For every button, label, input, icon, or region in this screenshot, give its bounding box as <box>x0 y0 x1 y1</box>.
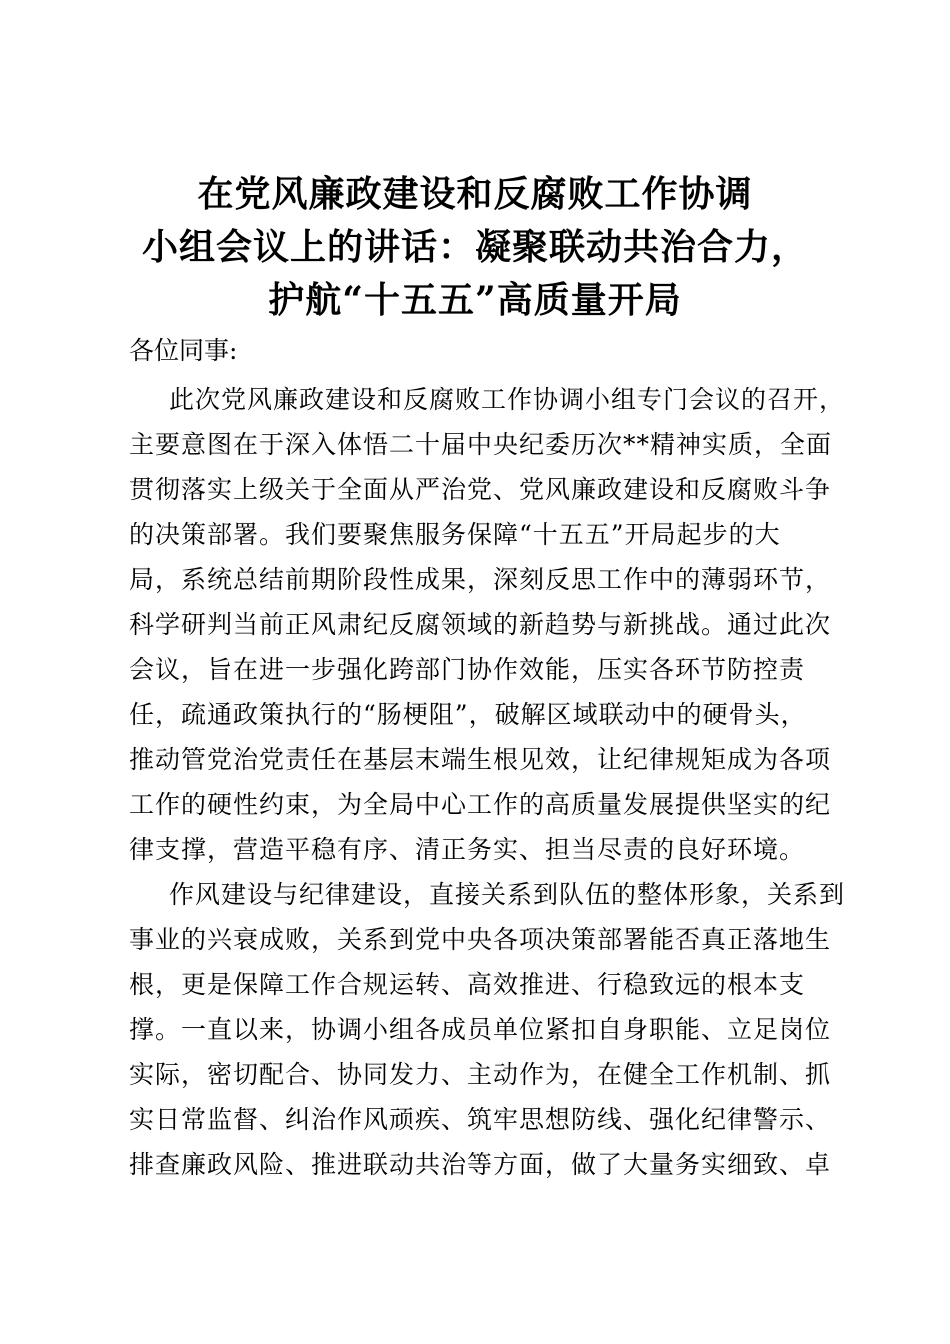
paragraph-line: 科学研判当前正风肃纪反腐领域的新趋势与新挑战。通过此次 <box>129 610 832 639</box>
paragraph-line: 实际，密切配合、协同发力、主动作为，在健全工作机制、抓 <box>129 1060 832 1089</box>
paragraph-line: 律支撑，营造平稳有序、清正务实、担当尽责的良好环境。 <box>129 835 806 864</box>
paragraph-line: 会议，旨在进一步强化跨部门协作效能，压实各环节防控责 <box>129 655 806 684</box>
document-title <box>0 168 950 327</box>
title-line: 小组会议上的讲话：凝聚联动共治合力， <box>141 226 808 268</box>
paragraph-line: 贯彻落实上级关于全面从严治党、党风廉政建设和反腐败斗争 <box>129 475 832 504</box>
paragraph-line: 此次党风廉政建设和反腐败工作协调小组专门会议的召开， <box>169 385 846 414</box>
paragraph-line: 撑。一直以来，协调小组各成员单位紧扣自身职能、立足岗位 <box>129 1015 832 1044</box>
document-body <box>129 335 846 1187</box>
paragraph-line: 任，疏通政策执行的“肠梗阻”，破解区域联动中的硬骨头， <box>129 700 807 729</box>
paragraph-line: 工作的硬性约束，为全局中心工作的高质量发展提供坚实的纪 <box>129 790 832 819</box>
paragraph-line: 根，更是保障工作合规运转、高效推进、行稳致远的根本支 <box>129 970 806 999</box>
title-line: 在党风廉政建设和反腐败工作协调 <box>197 173 753 215</box>
title-line: 护航“十五五”高质量开局 <box>268 279 682 321</box>
paragraph-line: 的决策部署。我们要聚焦服务保障“十五五”开局起步的大 <box>129 520 781 549</box>
paragraph-1 <box>129 377 846 872</box>
paragraph-line: 事业的兴衰成败，关系到党中央各项决策部署能否真正落地生 <box>129 925 832 954</box>
paragraph-line: 主要意图在于深入体悟二十届中央纪委历次**精神实质，全面 <box>129 430 833 459</box>
paragraph-line: 作风建设与纪律建设，直接关系到队伍的整体形象，关系到 <box>169 880 846 909</box>
paragraph-line: 实日常监督、纠治作风顽疾、筑牢思想防线、强化纪律警示、 <box>129 1105 832 1134</box>
salutation: 各位同事: <box>129 336 238 365</box>
paragraph-line: 推动管党治党责任在基层末端生根见效，让纪律规矩成为各项 <box>129 745 832 774</box>
paragraph-line: 局，系统总结前期阶段性成果，深刻反思工作中的薄弱环节， <box>129 565 832 594</box>
paragraph-line: 排查廉政风险、推进联动共治等方面，做了大量务实细致、卓 <box>129 1150 832 1179</box>
paragraph-2 <box>129 872 846 1187</box>
